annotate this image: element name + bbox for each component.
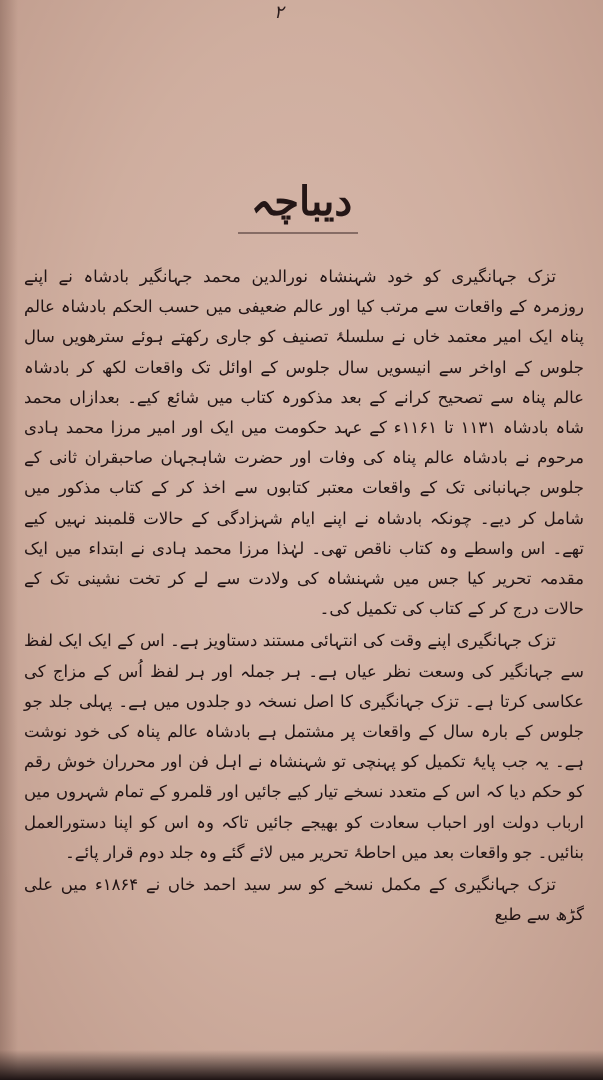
page-mark: ۲	[274, 2, 284, 23]
title-divider	[238, 232, 358, 234]
page-title: دیباچہ	[250, 178, 353, 225]
paragraph-3: تزک جہانگیری کے مکمل نسخے کو سر سید احمد خاں نے ۱۸۶۴ء میں علی گڑھ سے طبع	[24, 875, 584, 925]
paragraph-2: تزک جہانگیری اپنے وقت کی انتہائی مستند دستاویز ہے۔ اس کے ایک ایک لفظ سے جہانگیر کی وسعت نظر عیاں ہے۔ ہر جملہ اور ہر لفظ اُس کے مزاج کی عکاسی کرتا ہے۔ تزک جہانگیری کا اصل نسخہ دو جلدوں میں ہے۔ پہلی جلد جو جلوس کے بارہ سال کے واقعات پر مشتمل ہے بادشاہ عالم پناہ کی خود نوشت ہے۔ یہ جب پایۂ تکمیل کو پہنچی تو شہنشاہ نے اہل فن اور محرران خوش رقم کو حکم دیا کہ اس کے متعدد نسخے تیار کیے جائیں اور قلمرو کے تمام شہروں میں ارباب دولت اور احباب سعادت کو بھیجے جائیں تاکہ وہ اس کو اپنا دستورالعمل بنائیں۔ جو واقعات بعد میں احاطۂ تحریر میں لائے گئے وہ جلد دوم قرار پائے۔	[24, 631, 584, 862]
paragraph-1: تزک جہانگیری کو خود شہنشاہ نورالدین محمد جہانگیر بادشاہ نے اپنے روزمرہ کے واقعات سے مرتب کیا اور عالم ضعیفی میں حسب الحکم بادشاہ عالم پناہ ایک امیر معتمد خاں نے سلسلۂ تصنیف کو جاری رکھتے ہوئے سترھویں سال جلوس کے اواخر سے انیسویں سال جلوس کے اوائل تک واقعات لکھ کر بادشاہ عالم پناہ سے تصحیح کرانے کے بعد مذکورہ کتاب میں شائع کیے۔ بعدازاں محمد شاہ بادشاہ ۱۱۳۱ تا ۱۱۶۱ء کے عہد حکومت میں ایک اور امیر مرزا محمد ہادی مرحوم نے بادشاہ عالم پناہ کی وفات اور حضرت شاہجہان صاحبقران ثانی کے جلوس جہانبانی تک کے واقعات معتبر کتابوں سے اخذ کر کے کتاب مذکور میں شامل کر دیے۔ چونکہ بادشاہ نے اپنے ایام شہزادگی کے حالات قلمبند نہیں کیے تھے۔ اس واسطے وہ کتاب ناقص تھی۔ لہٰذا مرزا محمد ہادی نے ابتداء میں ایک مقدمہ تحریر کیا جس میں شہنشاہ کی ولادت سے لے کر تخت نشینی تک کے حالات درج کر کے کتاب کی تکمیل کی۔	[24, 267, 585, 619]
body-text	[24, 262, 584, 930]
page-edge-shadow	[0, 0, 18, 1080]
page-bottom-edge	[0, 1050, 603, 1080]
